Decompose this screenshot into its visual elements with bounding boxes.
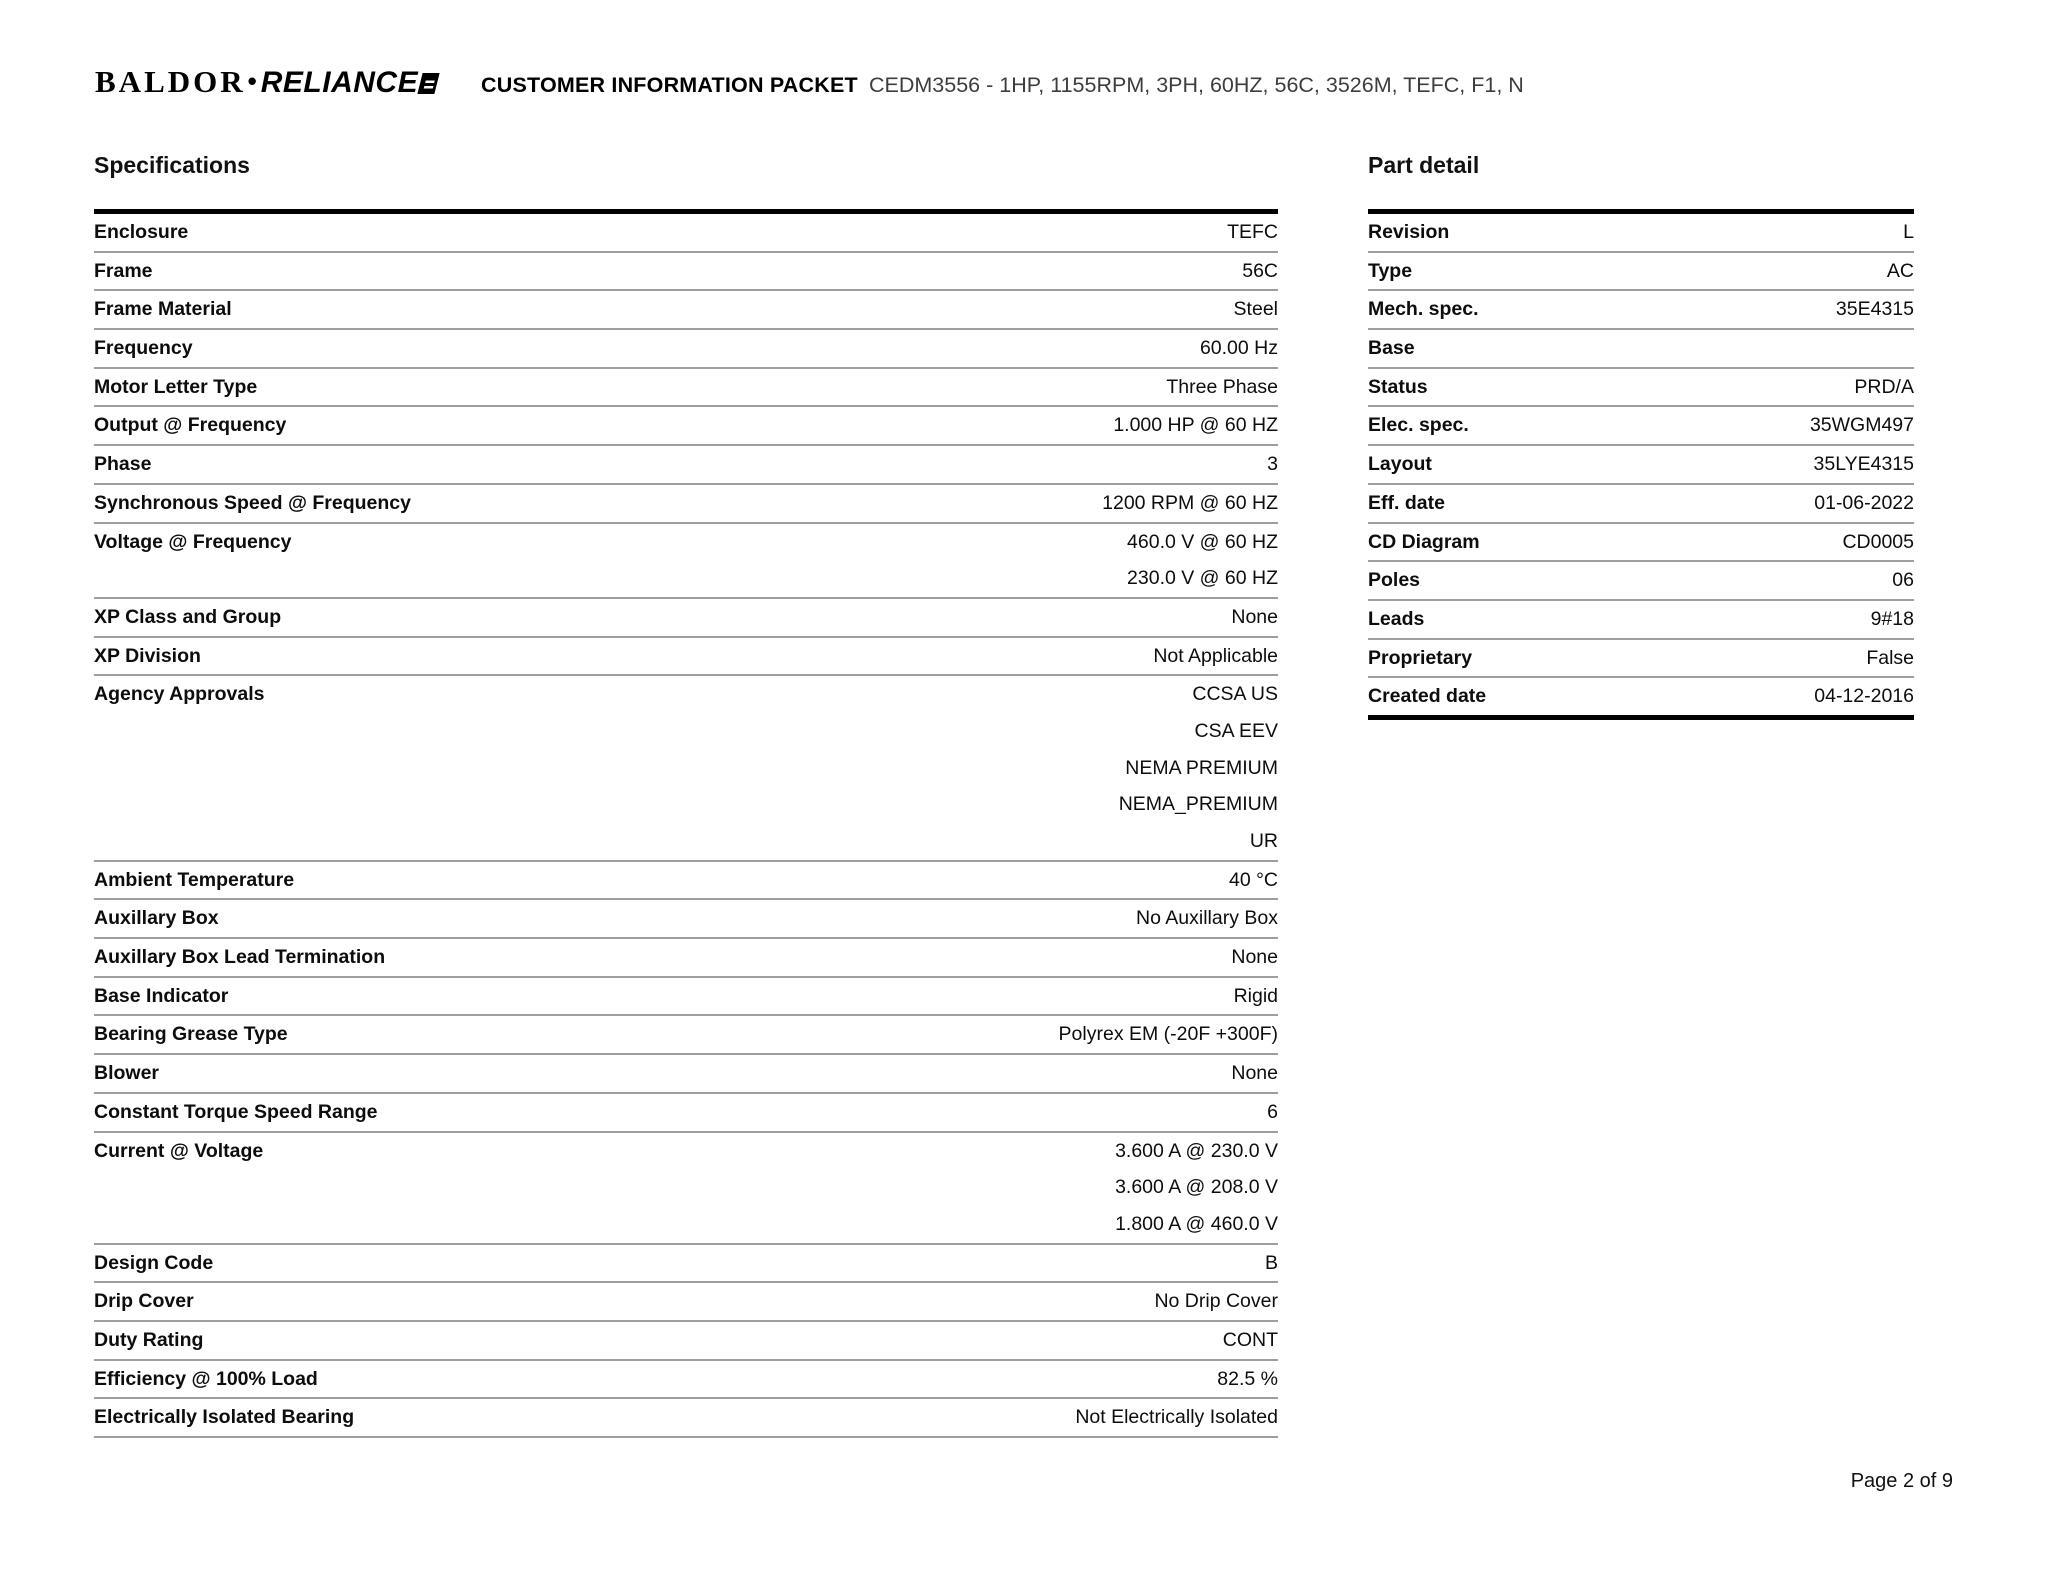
spec-row-value: None — [1231, 605, 1278, 628]
spec-row — [94, 1016, 1278, 1055]
spec-row-values — [1075, 1399, 1278, 1436]
spec-row-value: Three Phase — [1166, 375, 1278, 398]
spec-row-value: TEFC — [1227, 221, 1278, 243]
part-detail-row-values — [1814, 678, 1914, 715]
spec-row-value: None — [1231, 1062, 1278, 1085]
spec-row-value: UR — [1249, 830, 1278, 852]
spec-row — [94, 330, 1278, 369]
spec-row-values — [1267, 446, 1278, 483]
part-detail-row-value: 35E4315 — [1835, 298, 1914, 321]
logo-dot: • — [247, 66, 257, 96]
part-detail-row — [1368, 253, 1914, 292]
spec-row — [94, 291, 1278, 330]
part-detail-row — [1368, 562, 1914, 601]
part-detail-row — [1368, 678, 1914, 715]
spec-row-value: Not Applicable — [1153, 644, 1278, 667]
logo-reliance-text: RELIANCE — [260, 66, 419, 99]
part-detail-row-value: 06 — [1892, 569, 1914, 592]
part-detail-row-values — [1854, 369, 1914, 406]
part-number-heading: CEDM3556 - 1HP, 1155RPM, 3PH, 60HZ, 56C, 3526M, TEFC, F1, N — [869, 73, 1524, 97]
spec-row-value: No Drip Cover — [1154, 1290, 1278, 1313]
spec-row — [94, 1361, 1278, 1400]
part-detail-row-value: 04-12-2016 — [1814, 685, 1914, 708]
spec-row-value: 1.000 HP @ 60 HZ — [1113, 414, 1278, 437]
spec-row — [94, 862, 1278, 901]
spec-row-values — [1166, 369, 1278, 406]
spec-row-values — [1231, 1055, 1278, 1092]
part-detail-row — [1368, 446, 1914, 485]
part-detail-row-value: 35LYE4315 — [1813, 453, 1914, 476]
spec-row-label: Voltage @ Frequency — [94, 530, 292, 553]
part-detail-row-value: 9#18 — [1870, 607, 1914, 630]
spec-row-value: 82.5 % — [1217, 1367, 1278, 1390]
spec-row-values — [1059, 1016, 1278, 1053]
spec-row-value: Not Electrically Isolated — [1075, 1406, 1278, 1429]
part-detail-row — [1368, 640, 1914, 679]
spec-row-values — [1234, 978, 1278, 1015]
part-detail-row-label: Poles — [1368, 569, 1421, 592]
spec-row-value: CONT — [1222, 1328, 1278, 1351]
spec-row-value: 3 — [1267, 453, 1278, 476]
part-detail-row-value: CD0005 — [1842, 530, 1914, 553]
spec-row — [94, 638, 1278, 677]
spec-row-value: Steel — [1233, 298, 1278, 321]
part-detail-row-values — [1836, 291, 1914, 328]
part-detail-row-value: 35WGM497 — [1809, 414, 1914, 437]
part-detail-row-label: Layout — [1368, 453, 1432, 476]
part-detail-row — [1368, 291, 1914, 330]
spec-row-value: 3.600 A @ 230.0 V — [1115, 1139, 1278, 1162]
spec-row-label: Design Code — [94, 1251, 214, 1274]
part-detail-row-label: Mech. spec. — [1368, 298, 1479, 321]
part-detail-row-values — [1842, 524, 1914, 561]
spec-row-values — [1234, 291, 1278, 328]
spec-row-label: Ambient Temperature — [94, 868, 295, 891]
spec-row-values — [1119, 676, 1278, 859]
spec-row-label: Frame Material — [94, 298, 232, 321]
part-detail-table — [1368, 209, 1914, 720]
spec-row-values — [1265, 1245, 1278, 1282]
part-detail-title: Part detail — [1368, 152, 1480, 178]
spec-row — [94, 900, 1278, 939]
spec-row — [94, 1322, 1278, 1361]
part-detail-row — [1368, 601, 1914, 640]
spec-row-label: Enclosure — [94, 221, 189, 243]
spec-row-label: Drip Cover — [94, 1290, 194, 1313]
part-detail-row — [1368, 485, 1914, 524]
spec-row-value: 230.0 V @ 60 HZ — [1127, 567, 1278, 590]
spec-row-value: NEMA PREMIUM — [1125, 756, 1278, 779]
spec-row-label: Base Indicator — [94, 984, 229, 1007]
spec-row-value: CCSA US — [1192, 683, 1278, 706]
part-detail-row — [1368, 214, 1914, 253]
spec-row-label: Frame — [94, 259, 153, 282]
spec-row-value: None — [1231, 946, 1278, 969]
spec-row — [94, 978, 1278, 1017]
spec-row-values — [1267, 1094, 1278, 1131]
part-detail-row — [1368, 407, 1914, 446]
spec-row-values — [1200, 330, 1278, 367]
part-detail-row-label: Created date — [1368, 685, 1487, 708]
spec-row-label: Agency Approvals — [94, 683, 265, 706]
spec-row-value: Polyrex EM (-20F +300F) — [1058, 1023, 1278, 1046]
part-detail-row-label: Type — [1368, 259, 1413, 282]
spec-row-label: Frequency — [94, 337, 193, 360]
spec-row-label: Blower — [94, 1062, 160, 1085]
spec-row-value: 1200 RPM @ 60 HZ — [1102, 491, 1278, 514]
spec-row-label: XP Class and Group — [94, 605, 282, 628]
spec-row — [94, 407, 1278, 446]
specifications-section — [94, 152, 1278, 1438]
spec-row-value: Rigid — [1233, 984, 1278, 1007]
page-number: Page 2 of 9 — [1850, 1470, 1953, 1492]
spec-row-value: 3.600 A @ 208.0 V — [1115, 1176, 1278, 1199]
part-detail-row-label: Revision — [1368, 221, 1450, 243]
spec-row-values — [1127, 524, 1278, 597]
spec-row-values — [1153, 638, 1278, 675]
specifications-table — [94, 209, 1278, 1438]
part-detail-row-values — [1871, 601, 1914, 638]
spec-row — [94, 1245, 1278, 1284]
spec-row-label: Constant Torque Speed Range — [94, 1100, 378, 1123]
spec-row-value: 40 °C — [1229, 868, 1278, 891]
part-detail-row-values — [1814, 485, 1914, 522]
spec-row — [94, 214, 1278, 253]
spec-row-value: CSA EEV — [1194, 719, 1278, 742]
part-detail-row-values — [1814, 446, 1914, 483]
spec-row-values — [1227, 214, 1278, 251]
spec-row — [94, 676, 1278, 861]
spec-row-label: Synchronous Speed @ Frequency — [94, 491, 411, 514]
spec-row-label: Bearing Grease Type — [94, 1023, 288, 1046]
spec-row — [94, 939, 1278, 978]
spec-row-value: NEMA_PREMIUM — [1118, 793, 1278, 816]
spec-row-values — [1102, 485, 1278, 522]
part-detail-row-values — [1887, 253, 1914, 290]
part-detail-row-values — [1909, 330, 1914, 367]
spec-row — [94, 524, 1278, 599]
spec-row-label: Duty Rating — [94, 1328, 204, 1351]
spec-row-label: Efficiency @ 100% Load — [94, 1367, 318, 1390]
spec-row-value: 460.0 V @ 60 HZ — [1127, 530, 1278, 553]
part-detail-row-value: AC — [1886, 259, 1914, 282]
logo-mark-icon — [417, 73, 439, 94]
spec-row — [94, 1055, 1278, 1094]
spec-row-label: Motor Letter Type — [94, 375, 258, 398]
spec-row-values — [1223, 1322, 1278, 1359]
spec-row — [94, 485, 1278, 524]
spec-row-values — [1154, 1283, 1278, 1320]
spec-row-label: Current @ Voltage — [94, 1139, 264, 1162]
part-detail-row — [1368, 524, 1914, 563]
spec-row-label: Output @ Frequency — [94, 414, 287, 437]
spec-row-label: Electrically Isolated Bearing — [94, 1406, 355, 1429]
spec-row-label: Phase — [94, 453, 152, 476]
spec-row-label: Auxillary Box Lead Termination — [94, 946, 386, 969]
part-detail-row — [1368, 330, 1914, 369]
spec-row-value: 56C — [1242, 259, 1278, 282]
part-detail-row-value — [1909, 330, 1914, 367]
spec-row — [94, 369, 1278, 408]
document-title: CUSTOMER INFORMATION PACKET — [481, 73, 858, 97]
spec-row-values — [1136, 900, 1278, 937]
part-detail-row-label: Elec. spec. — [1368, 414, 1469, 437]
baldor-reliance-logo — [95, 64, 437, 100]
spec-row-values — [1231, 939, 1278, 976]
spec-row-value: 6 — [1267, 1100, 1278, 1123]
spec-row-values — [1113, 407, 1278, 444]
part-detail-row-label: Base — [1368, 337, 1415, 360]
spec-row — [94, 446, 1278, 485]
part-detail-row-value: L — [1903, 221, 1914, 243]
part-detail-row-value: 01-06-2022 — [1814, 491, 1914, 514]
part-detail-row-label: Eff. date — [1368, 491, 1445, 514]
part-detail-row — [1368, 369, 1914, 408]
part-detail-row-label: Status — [1368, 375, 1428, 398]
spec-row — [94, 599, 1278, 638]
spec-row-value: 60.00 Hz — [1199, 337, 1278, 360]
spec-row — [94, 1283, 1278, 1322]
spec-row-values — [1242, 253, 1278, 290]
specifications-title: Specifications — [94, 152, 250, 178]
part-detail-row-values — [1810, 407, 1914, 444]
part-detail-row-values — [1892, 562, 1914, 599]
part-detail-row-value: False — [1866, 646, 1914, 669]
spec-row-values — [1217, 1361, 1278, 1398]
spec-row-values — [1115, 1133, 1278, 1243]
spec-row-label: Auxillary Box — [94, 907, 219, 930]
logo-baldor-text: BALDOR — [95, 64, 246, 99]
spec-row-value: No Auxillary Box — [1136, 907, 1278, 930]
spec-row — [94, 253, 1278, 292]
spec-row — [94, 1399, 1278, 1438]
spec-row-value: 1.800 A @ 460.0 V — [1115, 1212, 1278, 1235]
spec-row-values — [1229, 862, 1278, 899]
spec-row-values — [1231, 599, 1278, 636]
spec-row-label: XP Division — [94, 644, 201, 667]
part-detail-row-value: PRD/A — [1854, 375, 1914, 398]
part-detail-row-label: Proprietary — [1368, 646, 1473, 669]
part-detail-row-values — [1866, 640, 1914, 677]
spec-row — [94, 1133, 1278, 1245]
part-detail-row-label: CD Diagram — [1368, 530, 1480, 553]
part-detail-row-label: Leads — [1368, 607, 1425, 630]
part-detail-section — [1368, 152, 1914, 720]
part-detail-row-values — [1903, 214, 1914, 251]
spec-row — [94, 1094, 1278, 1133]
spec-row-value: B — [1264, 1251, 1278, 1274]
